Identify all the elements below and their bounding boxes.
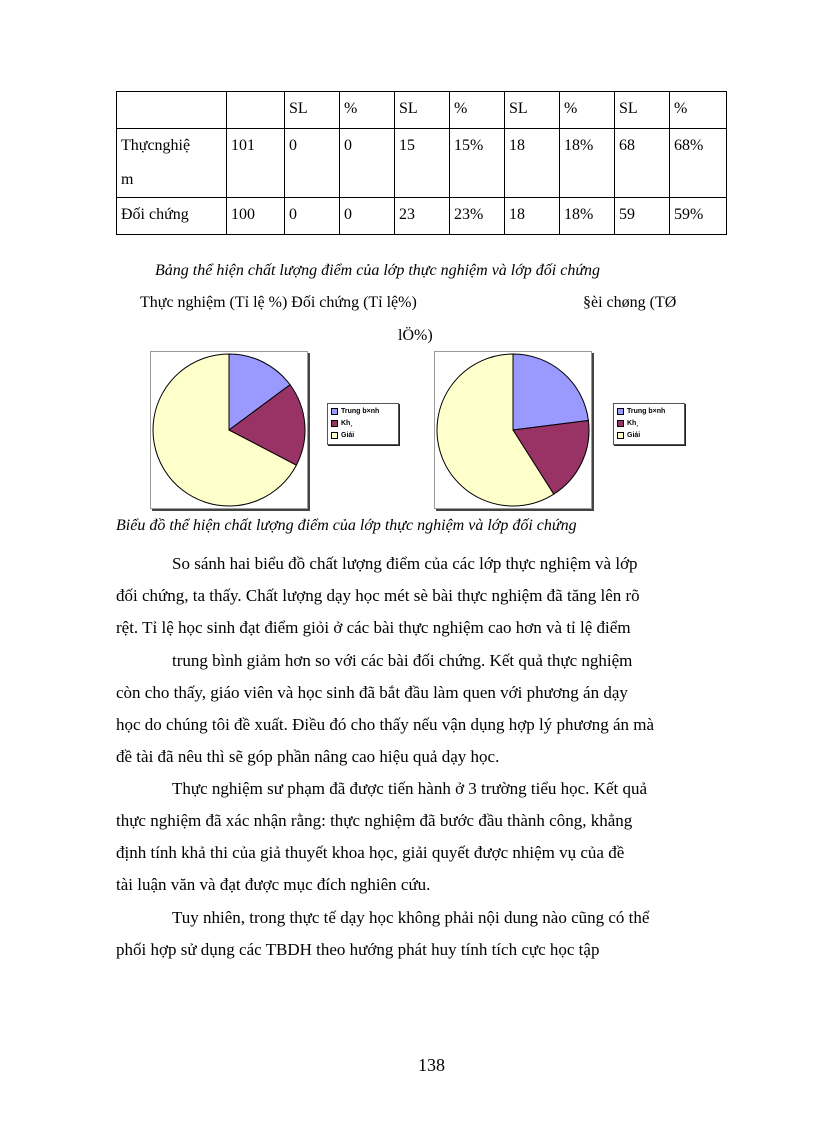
legend-item [331, 431, 354, 440]
table-cell: 18 [505, 129, 560, 198]
paragraph-line: tài luận văn và đạt được mục đích nghiên cứu. [116, 875, 431, 894]
legend-swatch [331, 408, 338, 415]
chart-title-right-continued: lÖ%) [398, 327, 433, 344]
table-cell: 68% [670, 129, 727, 198]
chart-titles-left: Thực nghiệm (Tỉ lệ %) Đối chứng (Tỉ lệ%) [140, 294, 417, 311]
legend-label: Giái [341, 432, 355, 439]
table-cell: 23 [395, 198, 450, 235]
table-cell: 18% [560, 198, 615, 235]
legend-item [331, 407, 379, 416]
row-label [117, 129, 227, 198]
results-table [116, 91, 727, 235]
pie-chart-svg [435, 352, 591, 508]
pie-chart-control [434, 351, 592, 509]
paragraph-line: phối hợp sử dụng các TBDH theo hướng phát huy tính tích cực học tập [116, 940, 600, 959]
legend-label: Trung b×nh [627, 408, 666, 415]
table-cell: 18% [560, 129, 615, 198]
paragraph-line: rệt. Tỉ lệ học sinh đạt điểm giỏi ở các bài thực nghiệm cao hơn và tỉ lệ điểm [116, 618, 631, 637]
legend-label: Giái [627, 432, 641, 439]
legend-swatch [331, 432, 338, 439]
legend-swatch [617, 408, 624, 415]
row-label: Đối chứng [117, 198, 227, 235]
table-cell: SL [505, 92, 560, 129]
table-cell: 101 [227, 129, 285, 198]
table-cell: 0 [285, 198, 340, 235]
legend-label: Kh¸ [627, 420, 639, 427]
table-cell: 59 [615, 198, 670, 235]
table-cell: 0 [340, 129, 395, 198]
legend-swatch [617, 420, 624, 427]
table-header-row [117, 92, 727, 129]
table-cell: 0 [340, 198, 395, 235]
legend-label: Kh¸ [341, 420, 353, 427]
table-cell [117, 92, 227, 129]
table-cell: % [670, 92, 727, 129]
legend-swatch [331, 420, 338, 427]
table-cell: 18 [505, 198, 560, 235]
chart-caption: Biểu đồ thể hiện chất lượng điểm của lớp thực nghiệm và lớp đối chứng [116, 517, 577, 534]
paragraph-line: còn cho thấy, giáo viên và học sinh đã bắt đầu làm quen với phương án dạy [116, 683, 628, 702]
legend-item [617, 431, 640, 440]
table-cell: % [560, 92, 615, 129]
row-label-line: m [121, 171, 134, 188]
table-cell: SL [285, 92, 340, 129]
chart-title-right: §èi chøng (TØ [583, 294, 677, 311]
table-caption: Bảng thể hiện chất lượng điểm của lớp thực nghiệm và lớp đối chứng [155, 262, 601, 279]
table-row [117, 198, 727, 235]
table-cell: SL [395, 92, 450, 129]
page-number: 138 [418, 1055, 445, 1075]
table-cell: 23% [450, 198, 505, 235]
pie-chart-svg [151, 352, 307, 508]
table-cell [227, 92, 285, 129]
paragraph-line: Thực nghiệm sư phạm đã được tiến hành ở 3 trường tiểu học. Kết quả [172, 779, 648, 798]
paragraph-line: đối chứng, ta thấy. Chất lượng dạy học mét sè bài thực nghiệm đã tăng lên rõ [116, 586, 640, 605]
paragraph-line: định tính khả thi của giả thuyết khoa học, giải quyết được nhiệm vụ của đề [116, 843, 625, 862]
pie-slice-1 [513, 354, 588, 430]
paragraph-line: Tuy nhiên, trong thực tế dạy học không phải nội dung nào cũng có thể [172, 908, 650, 927]
table-cell: % [340, 92, 395, 129]
legend-label: Trung b×nh [341, 408, 380, 415]
legend-item [331, 419, 353, 428]
table-cell: 15 [395, 129, 450, 198]
paragraph-line: trung bình giảm hơn so với các bài đối chứng. Kết quả thực nghiệm [172, 651, 633, 670]
legend-swatch [617, 432, 624, 439]
table-cell: 100 [227, 198, 285, 235]
table-cell: 0 [285, 129, 340, 198]
table-cell: 59% [670, 198, 727, 235]
chart-legend [613, 403, 685, 445]
paragraph-line: thực nghiệm đã xác nhận rằng: thực nghiệm đã bước đầu thành công, khẳng [116, 811, 633, 830]
paragraph-line: So sánh hai biểu đồ chất lượng điểm của các lớp thực nghiệm và lớp [172, 554, 638, 573]
legend-item [617, 419, 639, 428]
table-cell: % [450, 92, 505, 129]
table-cell: SL [615, 92, 670, 129]
paragraph-line: đề tài đã nêu thì sẽ góp phần nâng cao hiệu quả dạy học. [116, 747, 500, 766]
chart-legend [327, 403, 399, 445]
row-label-line: Thựcnghiệ [121, 137, 191, 154]
pie-chart-experimental [150, 351, 308, 509]
paragraph-line: học do chúng tôi đề xuất. Điều đó cho thấy nếu vận dụng hợp lý phương án mà [116, 715, 655, 734]
table-row [117, 129, 727, 198]
table-cell: 15% [450, 129, 505, 198]
table-cell: 68 [615, 129, 670, 198]
legend-item [617, 407, 665, 416]
